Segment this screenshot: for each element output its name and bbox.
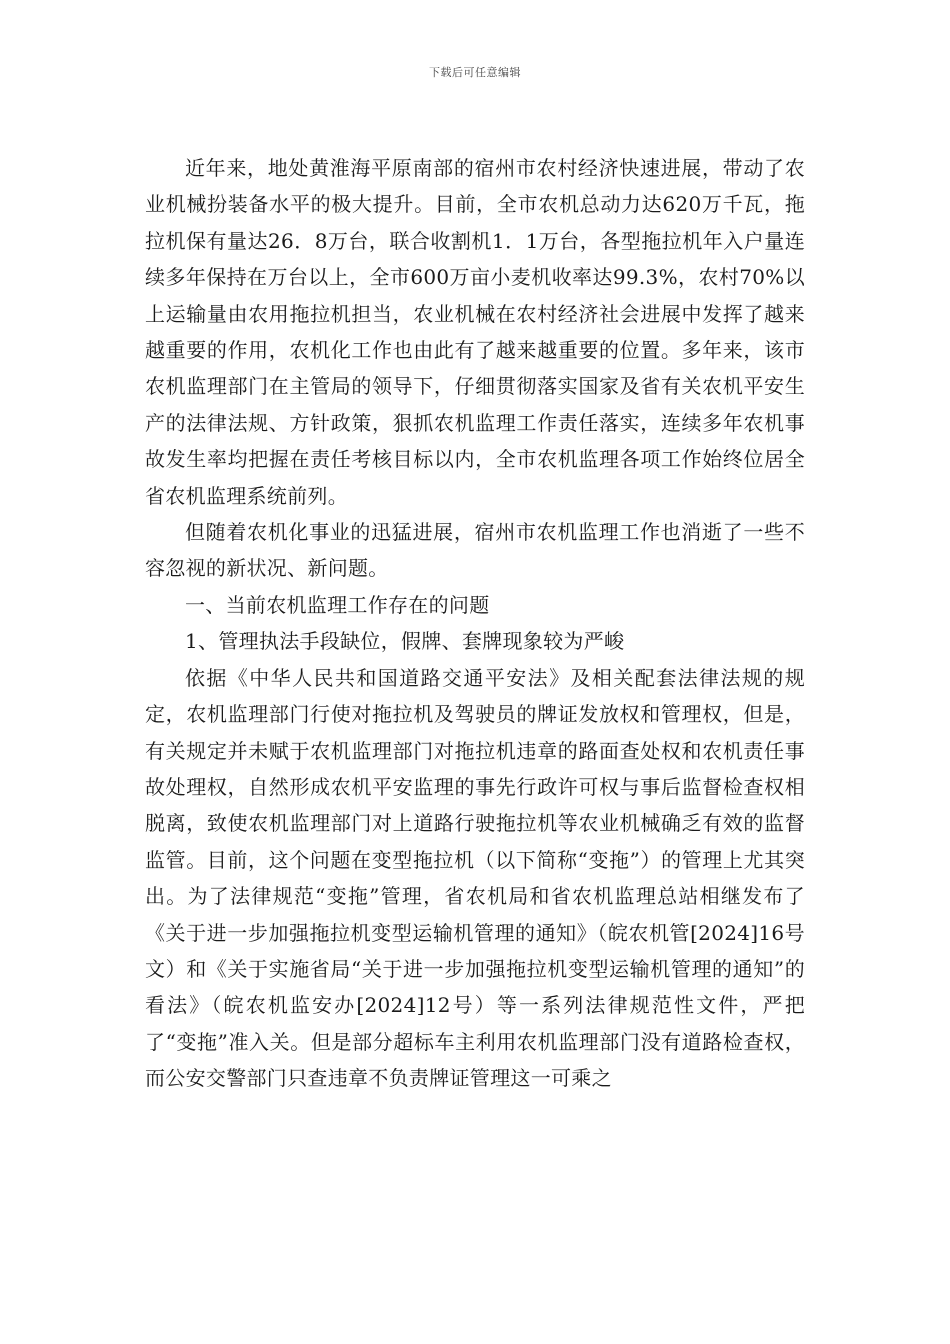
paragraph-intro: 近年来，地处黄淮海平原南部的宿州市农村经济快速进展，带动了农业机械扮装备水平的极大提升。目前，全市农机总动力达620万千瓦，拖拉机保有量达26．8万台，联合收割机1．1万台，各型拖拉机年入户量连续多年保持在万台以上，全市600万亩小麦机收率达99.3%，农村70%以上运输量由农用拖拉机担当，农业机械在农村经济社会进展中发挥了越来越重要的作用，农机化工作也由此有了越来越重要的位置。多年来，该市农机监理部门在主管局的领导下，仔细贯彻落实国家及省有关农机平安生产的法律法规、方针政策，狠抓农机监理工作责任落实，连续多年农机事故发生率均把握在责任考核目标以内，全市农机监理各项工作始终位居全省农机监理系统前列。 — [145, 156, 805, 508]
page-header: 下载后可任意编辑 — [429, 66, 521, 79]
paragraph-law-basis: 依据《中华人民共和国道路交通平安法》及相关配套法律法规的规定，农机监理部门行使对拖拉机及驾驶员的牌证发放权和管理权，但是，有关规定并未赋于农机监理部门对拖拉机违章的路面查处权和农机责任事故处理权，自然形成农机平安监理的事先行政许可权与事后监督检查权相脱离，致使农机监理部门对上道路行驶拖拉机等农业机械确乏有效的监督监管。目前，这个问题在变型拖拉机（以下简称“变拖”）的管理上尤其突出。为了法律规范“变拖”管理，省农机局和省农机监理总站相继发布了《关于进一步加强拖拉机变型运输机管理的通知》（皖农机管[2024]16号文）和《关于实施省局“关于进一步加强拖拉机变型运输机管理的通知”的看法》（皖农机监安办[2024]12号）等一系列法律规范性文件，严把了“变拖”准入关。但是部分超标车主利用农机监理部门没有道路检查权，而公安交警部门只查违章不负责牌证管理这一可乘之 — [145, 665, 805, 1091]
document-body — [145, 150, 805, 1097]
paragraph-new-problems: 但随着农机化事业的迅猛进展，宿州市农机监理工作也消逝了一些不容忽视的新状况、新问题。 — [145, 520, 805, 581]
subsection-heading-1: 1、管理执法手段缺位，假牌、套牌现象较为严峻 — [185, 629, 625, 654]
section-heading-1: 一、当前农机监理工作存在的问题 — [185, 592, 490, 617]
